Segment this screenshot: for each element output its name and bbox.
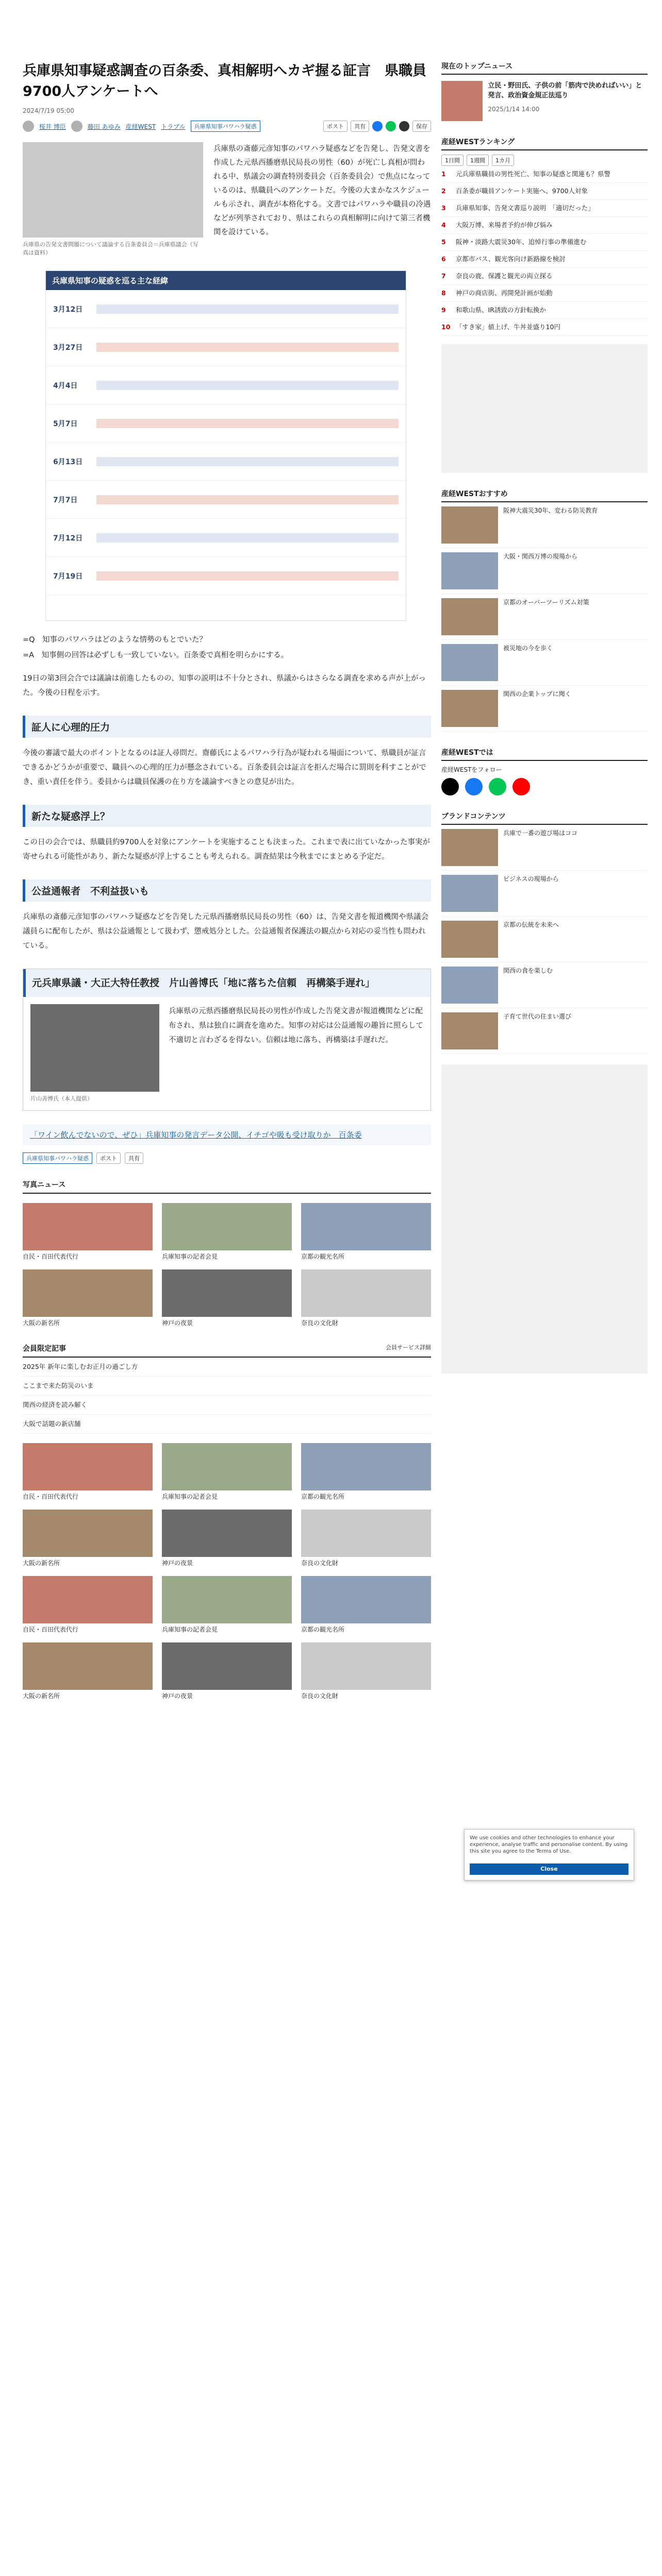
lead-block xyxy=(23,142,431,257)
timeline-row xyxy=(46,481,406,519)
section-heading: 新たな疑惑浮上？ xyxy=(23,805,431,827)
sidebar-card-title: 関西の食を楽しむ xyxy=(503,967,553,974)
members-link[interactable]: 会員サービス詳細 xyxy=(386,1344,431,1351)
interview-body: 兵庫県の元県西播磨県民局長の男性が作成した告発文書が報道機関などに配布され、県は独自に調査を進めた。知事の対応は公益通報の趣旨に照らして不適切と言わざるを得ない。信頼は地に落ち、再構築は手遅れだ。 xyxy=(169,1007,423,1044)
timeline-row xyxy=(46,366,406,404)
sidebar-card-title: 京都のオーバーツーリズム対策 xyxy=(503,599,589,606)
grid-caption: 奈良の文化財 xyxy=(301,1692,339,1700)
sidebar-card-photo xyxy=(441,598,498,635)
grid-item[interactable] xyxy=(162,1642,292,1701)
grid-item[interactable] xyxy=(23,1269,153,1328)
rank-number: 3 xyxy=(441,204,446,212)
ranking-title: 大阪万博、来場者予約が伸び悩み xyxy=(456,221,553,229)
recommend-list xyxy=(441,502,648,732)
cookie-close-button[interactable]: Close xyxy=(470,1863,628,1875)
section-heading: 証人に心理的圧力 xyxy=(23,716,431,738)
grid-caption: 自民・百田代表代行 xyxy=(23,1493,79,1500)
ranking-title: 兵庫県知事、告発文書巡り説明 「適切だった」 xyxy=(456,204,594,212)
sidebar-card[interactable] xyxy=(441,825,648,871)
save-button[interactable]: 保存 xyxy=(412,121,431,132)
sidebar-card[interactable] xyxy=(441,594,648,640)
ranking-item[interactable] xyxy=(441,319,648,336)
ranking-item[interactable] xyxy=(441,302,648,319)
grid-caption: 京都の観光名所 xyxy=(301,1493,345,1500)
grid-photo xyxy=(301,1510,431,1557)
sidebar-card[interactable] xyxy=(441,548,648,594)
grid-caption: 神戸の夜景 xyxy=(162,1560,193,1567)
grid-caption: 大阪の新名所 xyxy=(23,1319,60,1327)
timeline-date: 3月27日 xyxy=(53,343,83,352)
author-avatar xyxy=(23,121,34,132)
grid-item[interactable] xyxy=(23,1510,153,1568)
sidebar-card[interactable] xyxy=(441,502,648,548)
youtube-icon[interactable] xyxy=(512,778,530,795)
grid-photo xyxy=(162,1269,292,1317)
tab-1day[interactable]: 1日間 xyxy=(441,155,464,166)
grid-caption: 京都の観光名所 xyxy=(301,1626,345,1633)
line-icon[interactable] xyxy=(489,778,506,795)
grid-photo xyxy=(162,1576,292,1623)
facebook-icon[interactable] xyxy=(465,778,483,795)
more-grid xyxy=(23,1443,431,1701)
interview-caption: 片山善博氏（本人提供） xyxy=(30,1095,93,1102)
infographic-title: 兵庫県知事の疑惑を巡る主な経緯 xyxy=(46,271,406,290)
top-news-date: 2025/1/14 14:00 xyxy=(488,106,540,113)
ranking-tabs xyxy=(441,155,648,166)
ad-slot xyxy=(441,344,648,473)
sidebar-card-title: 被災地の今を歩く xyxy=(503,645,553,652)
timeline-date: 7月19日 xyxy=(53,572,83,581)
ranking-item[interactable] xyxy=(441,217,648,234)
section-body: この日の会合では、県職員約9700人を対象にアンケートを実施することも決まった。これまで表に出ていなかった事実が寄せられる可能性があり、新たな疑惑が浮上することも考えられる。調査結果は今秋までにまとめる予定だ。 xyxy=(23,838,431,861)
sidebar-card[interactable] xyxy=(441,1008,648,1054)
ad-slot xyxy=(441,1064,648,1374)
timeline-row xyxy=(46,443,406,481)
rank-number: 1 xyxy=(441,170,446,178)
recommend-heading: 産経WESTおすすめ xyxy=(441,488,648,502)
rank-number: 7 xyxy=(441,272,446,280)
post-button[interactable]: ポスト xyxy=(323,121,347,132)
sidebar-card-title: 兵庫で一番の遊び場はココ xyxy=(503,829,578,837)
photo-grid xyxy=(23,1203,431,1328)
grid-photo xyxy=(162,1510,292,1557)
lead-paragraph: 兵庫県の斎藤元彦知事のパワハラ疑惑などを告発し、告発文書を作成した元県西播磨県民局長の男性（60）が死亡し真相が問われる中、県議会の調査特別委員会（百条委員会）で焦点になっているのは、県職員へのアンケートだ。今後の大まかなスケジュールも示され、調査が本格化する。文書ではパワハラや職員の冷遇などが列挙されており、県はこれらの真相解明に向けて第三者機関を設けている。 xyxy=(213,145,431,236)
tab-1week[interactable]: 1週間 xyxy=(467,155,489,166)
ranking-title: 神戸の商店街、再開発計画が始動 xyxy=(456,289,553,297)
line-icon[interactable] xyxy=(386,121,396,131)
grid-title: 写真ニュース xyxy=(23,1181,66,1189)
timeline-bar xyxy=(96,571,399,581)
ranking-title: 元兵庫県職員の男性死亡、知事の疑惑と関連も？県警 xyxy=(456,170,611,178)
timeline-bar xyxy=(96,304,399,314)
related-link[interactable]: 「ワイン飲んでないので、ぜひ」兵庫知事の発言データ公開、イチゴや吸も受け取りか 百条委 xyxy=(23,1124,431,1145)
ranking-heading: 産経WESTランキング xyxy=(441,137,648,150)
timeline-date: 5月7日 xyxy=(53,419,78,428)
sidebar-card-photo xyxy=(441,644,498,681)
members-heading xyxy=(23,1343,431,1358)
sidebar-card-photo xyxy=(441,1012,498,1049)
ranking-item[interactable] xyxy=(441,200,648,217)
sidebar-card[interactable] xyxy=(441,640,648,686)
grid-caption: 兵庫知事の記者会見 xyxy=(162,1626,218,1633)
facebook-icon[interactable] xyxy=(372,121,383,131)
timeline-date: 4月4日 xyxy=(53,381,78,390)
author-link[interactable]: 藤田 あゆみ xyxy=(87,123,121,130)
grid-photo xyxy=(301,1203,431,1250)
ranking-title: 奈良の鹿、保護と観光の両立探る xyxy=(456,272,553,280)
rank-number: 10 xyxy=(441,323,451,331)
sidebar xyxy=(441,0,648,1374)
byline xyxy=(23,121,431,132)
rank-number: 6 xyxy=(441,255,446,263)
ranking-item[interactable] xyxy=(441,234,648,251)
grid-item[interactable] xyxy=(162,1269,292,1328)
timeline-date: 6月13日 xyxy=(53,457,83,466)
grid-photo xyxy=(162,1642,292,1690)
grid-caption: 大阪の新名所 xyxy=(23,1692,60,1700)
sns-icons xyxy=(441,778,648,795)
sidebar-card-title: 大阪・関西万博の現場から xyxy=(503,553,578,560)
rank-number: 9 xyxy=(441,306,446,314)
timeline-bar xyxy=(96,533,399,543)
grid-item[interactable] xyxy=(23,1642,153,1701)
sidebar-card-title: 京都の伝統を未来へ xyxy=(503,921,559,928)
list-item[interactable]: 2025年 新年に楽しむお正月の過ごし方 xyxy=(23,1358,431,1377)
grid-item[interactable] xyxy=(301,1642,431,1701)
ranking-item[interactable] xyxy=(441,285,648,302)
grid-item[interactable] xyxy=(23,1576,153,1634)
list-item[interactable]: 大阪で話題の新店舗 xyxy=(23,1415,431,1434)
timeline-bar xyxy=(96,381,399,390)
author-avatar xyxy=(71,121,82,132)
intro-paragraph: 19日の第3回会合では議論は前進したものの、知事の説明は不十分とされ、県議からはさらなる調査を求める声が上がった。今後の日程を示す。 xyxy=(23,674,426,697)
interview-box xyxy=(23,969,431,1111)
category-tag[interactable]: 兵庫県知事パワハラ疑惑 xyxy=(191,121,260,132)
ranking-list xyxy=(441,166,648,336)
grid-item[interactable] xyxy=(162,1510,292,1568)
sidebar-card-title: 阪神大震災30年、変わる防災教育 xyxy=(503,507,598,514)
list-item[interactable]: 関西の経済を読み解く xyxy=(23,1396,431,1415)
grid-item[interactable] xyxy=(301,1443,431,1501)
timeline-bar xyxy=(96,419,399,428)
infographic xyxy=(45,270,406,621)
footer-tag[interactable]: 兵庫県知事パワハラ疑惑 xyxy=(23,1153,92,1164)
infographic-rows xyxy=(46,290,406,595)
grid-photo xyxy=(162,1443,292,1490)
tab-1month[interactable]: 1カ月 xyxy=(492,155,514,166)
grid-caption: 神戸の夜景 xyxy=(162,1319,193,1327)
section-body: 今後の審議で最大のポイントとなるのは証人尋問だ。齋藤氏によるパワハラ行為が疑われる場面について、県職員が証言できるかどうかが重要で、職員への心理的圧力が懸念されている。百条委員会は証言を拒んだ場合に罰則を科すことができ、重い責任を伴う。委員からは職員保護の在り方を議論すべきとの意見が出た。 xyxy=(23,749,426,786)
grid-item[interactable] xyxy=(23,1443,153,1501)
timeline-bar xyxy=(96,495,399,504)
timeline-date: 7月12日 xyxy=(53,534,83,543)
grid-item[interactable] xyxy=(301,1510,431,1568)
tag-link[interactable]: 産経WEST xyxy=(125,123,156,130)
grid-caption: 兵庫知事の記者会見 xyxy=(162,1253,218,1260)
grid-caption: 自民・百田代表代行 xyxy=(23,1626,79,1633)
members-list xyxy=(23,1358,431,1434)
sidebar-card-photo xyxy=(441,875,498,912)
sidebar-card-photo xyxy=(441,690,498,727)
members-title: 会員限定記事 xyxy=(23,1345,66,1353)
ranking-title: 百条委が職員アンケート実施へ、9700人対象 xyxy=(456,187,588,195)
sidebar-card[interactable] xyxy=(441,962,648,1008)
section-body: 兵庫県の斎藤元彦知事のパワハラ疑惑などを告発した元県西播磨県民局長の男性（60）は、告発文書を報道機関や県議会議員らに配布したが、県は公益通報として扱わず、懲戒処分とした。公益通報者保護法の観点から対応の妥当性も問われている。 xyxy=(23,913,428,950)
ranking-item[interactable] xyxy=(441,183,648,200)
rank-number: 2 xyxy=(441,187,446,195)
timeline-row xyxy=(46,290,406,328)
grid-photo xyxy=(23,1642,153,1690)
ranking-item[interactable] xyxy=(441,251,648,268)
grid-photo xyxy=(301,1576,431,1623)
grid-photo xyxy=(301,1269,431,1317)
sidebar-card-photo xyxy=(441,552,498,589)
qa-block xyxy=(23,632,431,663)
rank-number: 4 xyxy=(441,221,446,229)
top-news[interactable] xyxy=(441,81,648,121)
sidebar-card[interactable] xyxy=(441,686,648,732)
interview-title: 元兵庫県議・大正大特任教授 片山善博氏「地に落ちた信頼 再構築手遅れ」 xyxy=(23,969,431,997)
grid-photo xyxy=(301,1642,431,1690)
top-news-heading: 現在のトップニュース xyxy=(441,61,648,75)
answer: =A 知事側の回答は必ずしも一致していない。百条委で真相を明らかにする。 xyxy=(23,651,289,659)
grid-item[interactable] xyxy=(162,1576,292,1634)
tag-link[interactable]: トラブル xyxy=(161,123,186,130)
interview-photo xyxy=(30,1004,159,1092)
timeline-row xyxy=(46,404,406,443)
author-link[interactable]: 桜井 博臣 xyxy=(39,123,66,130)
section-heading: 公益通報者 不利益扱いも xyxy=(23,879,431,902)
grid-item[interactable] xyxy=(162,1443,292,1501)
grid-photo xyxy=(23,1576,153,1623)
grid-caption: 大阪の新名所 xyxy=(23,1560,60,1567)
main-column xyxy=(23,0,431,1701)
sidebar-card-photo xyxy=(441,506,498,544)
sidebar-card[interactable] xyxy=(441,917,648,962)
grid-item[interactable] xyxy=(301,1269,431,1328)
grid-caption: 自民・百田代表代行 xyxy=(23,1253,79,1260)
grid-item[interactable] xyxy=(162,1203,292,1261)
share-button[interactable]: 共有 xyxy=(125,1153,143,1164)
grid-caption: 兵庫知事の記者会見 xyxy=(162,1493,218,1500)
cookie-banner xyxy=(464,1829,634,1880)
grid-photo xyxy=(23,1443,153,1490)
question: =Q 知事のパワハラはどのような情勢のもとでいた？ xyxy=(23,636,207,644)
brand-heading: ブランドコンテンツ xyxy=(441,811,648,825)
grid-photo xyxy=(301,1443,431,1490)
timeline-date: 7月7日 xyxy=(53,496,78,504)
sidebar-card-title: 子育て世代の住まい選び xyxy=(503,1013,572,1020)
timeline-bar xyxy=(96,457,399,466)
timeline-row xyxy=(46,519,406,557)
grid-caption: 奈良の文化財 xyxy=(301,1319,339,1327)
grid-heading xyxy=(23,1179,431,1194)
grid-item[interactable] xyxy=(23,1203,153,1261)
sidebar-card-title: 関西の企業トップに聞く xyxy=(503,690,571,698)
post-button[interactable]: ポスト xyxy=(96,1153,121,1164)
grid-photo xyxy=(23,1203,153,1250)
sidebar-card-title: ビジネスの現場から xyxy=(503,875,559,883)
cookie-text: We use cookies and other technologies to enhance your experience, analyse traffic and personalise content. By using this site you agree to the Terms of Use. xyxy=(470,1835,628,1854)
grid-item[interactable] xyxy=(301,1203,431,1261)
ranking-title: 和歌山県、IR誘致の方針転換か xyxy=(456,306,546,314)
ranking-title: 京都市バス、観光客向け新路線を検討 xyxy=(456,255,566,263)
sidebar-card-photo xyxy=(441,921,498,958)
photo-caption: 兵庫県の告発文書問題について議論する百条委員会＝兵庫県議会（写真は資料） xyxy=(23,241,198,256)
timeline-bar xyxy=(96,343,399,352)
sns-heading: 産経WESTでは xyxy=(441,747,648,761)
link-icon[interactable] xyxy=(399,121,409,131)
grid-caption: 神戸の夜景 xyxy=(162,1692,193,1700)
sns-label: 産経WESTをフォロー xyxy=(441,766,502,773)
article-date: 2024/7/19 05:00 xyxy=(23,107,74,114)
list-item[interactable]: ここまで来た防災のいま xyxy=(23,1377,431,1396)
ranking-item[interactable] xyxy=(441,268,648,285)
timeline-date: 3月12日 xyxy=(53,305,83,314)
grid-caption: 奈良の文化財 xyxy=(301,1560,339,1567)
sidebar-card-photo xyxy=(441,829,498,866)
timeline-row xyxy=(46,557,406,595)
ranking-title: 阪神・淡路大震災30年、追悼行事の準備進む xyxy=(456,238,587,246)
sidebar-card-photo xyxy=(441,967,498,1004)
grid-photo xyxy=(162,1203,292,1250)
sidebar-card[interactable] xyxy=(441,871,648,917)
x-icon[interactable] xyxy=(441,778,459,795)
top-news-photo xyxy=(441,81,483,121)
grid-photo xyxy=(23,1510,153,1557)
grid-item[interactable] xyxy=(301,1576,431,1634)
ranking-item[interactable] xyxy=(441,166,648,183)
timeline-row xyxy=(46,328,406,366)
brand-list xyxy=(441,825,648,1054)
lead-photo[interactable] xyxy=(23,142,203,238)
rank-number: 8 xyxy=(441,289,446,297)
rank-number: 5 xyxy=(441,238,446,246)
ranking-title: 「すき家」値上げ、牛丼並盛り10円 xyxy=(456,323,560,331)
share-button[interactable]: 共有 xyxy=(351,121,369,132)
grid-photo xyxy=(23,1269,153,1317)
share-row xyxy=(323,121,431,132)
top-news-title: 立民・野田氏、子供の前「筋肉で決めればいい」と発言、政治資金規正法巡り xyxy=(488,82,642,99)
article-title: 兵庫県知事疑惑調査の百条委、真相解明へカギ握る証言 県職員9700人アンケートへ xyxy=(23,63,426,99)
footer-tags xyxy=(23,1153,431,1164)
grid-caption: 京都の観光名所 xyxy=(301,1253,345,1260)
